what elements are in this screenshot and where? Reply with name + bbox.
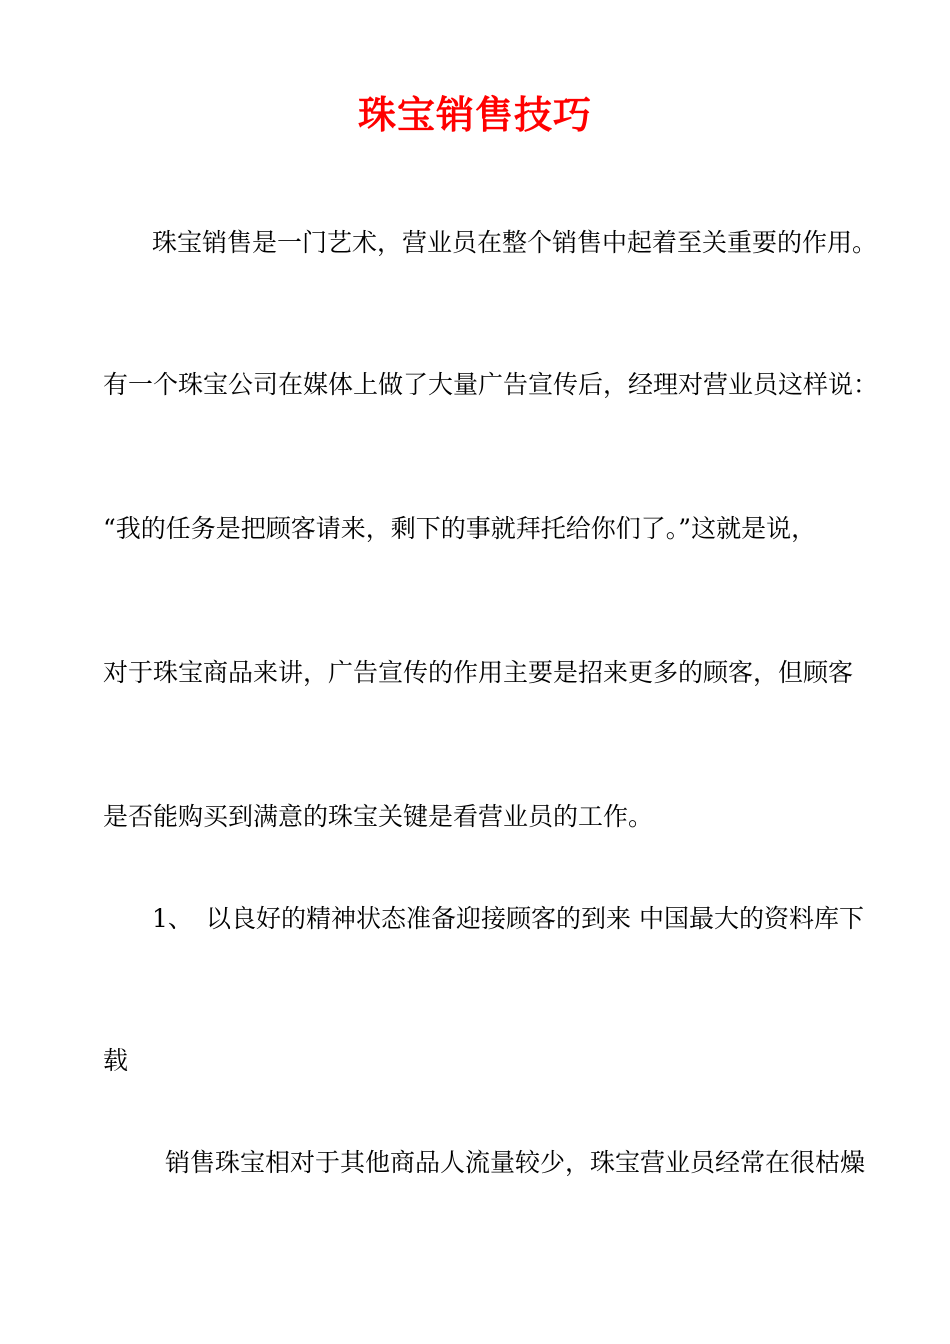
paragraph-line: “我的任务是把顾客请来，剩下的事就拜托给你们了。”这就是说， — [103, 514, 817, 543]
document-title: 珠宝销售技巧 — [357, 93, 592, 137]
section-heading-text: 以良好的精神状态准备迎接顾客的到来 中国最大的资料库下 — [206, 904, 864, 933]
section-heading-continuation: 载 — [103, 1046, 129, 1075]
paragraph-line: 珠宝销售是一门艺术，营业员在整个销售中起着至关重要的作用。 — [152, 228, 878, 257]
paragraph-line: 销售珠宝相对于其他商品人流量较少，珠宝营业员经常在很枯燥 — [165, 1148, 866, 1177]
paragraph-line: 是否能购买到满意的珠宝关键是看营业员的工作。 — [103, 802, 654, 831]
paragraph-line: 对于珠宝商品来讲，广告宣传的作用主要是招来更多的顾客，但顾客 — [103, 658, 854, 687]
section-number: 1、 — [152, 904, 193, 933]
section-heading-1 — [152, 902, 864, 936]
paragraph-line: 有一个珠宝公司在媒体上做了大量广告宣传后，经理对营业员这样说： — [103, 370, 879, 399]
